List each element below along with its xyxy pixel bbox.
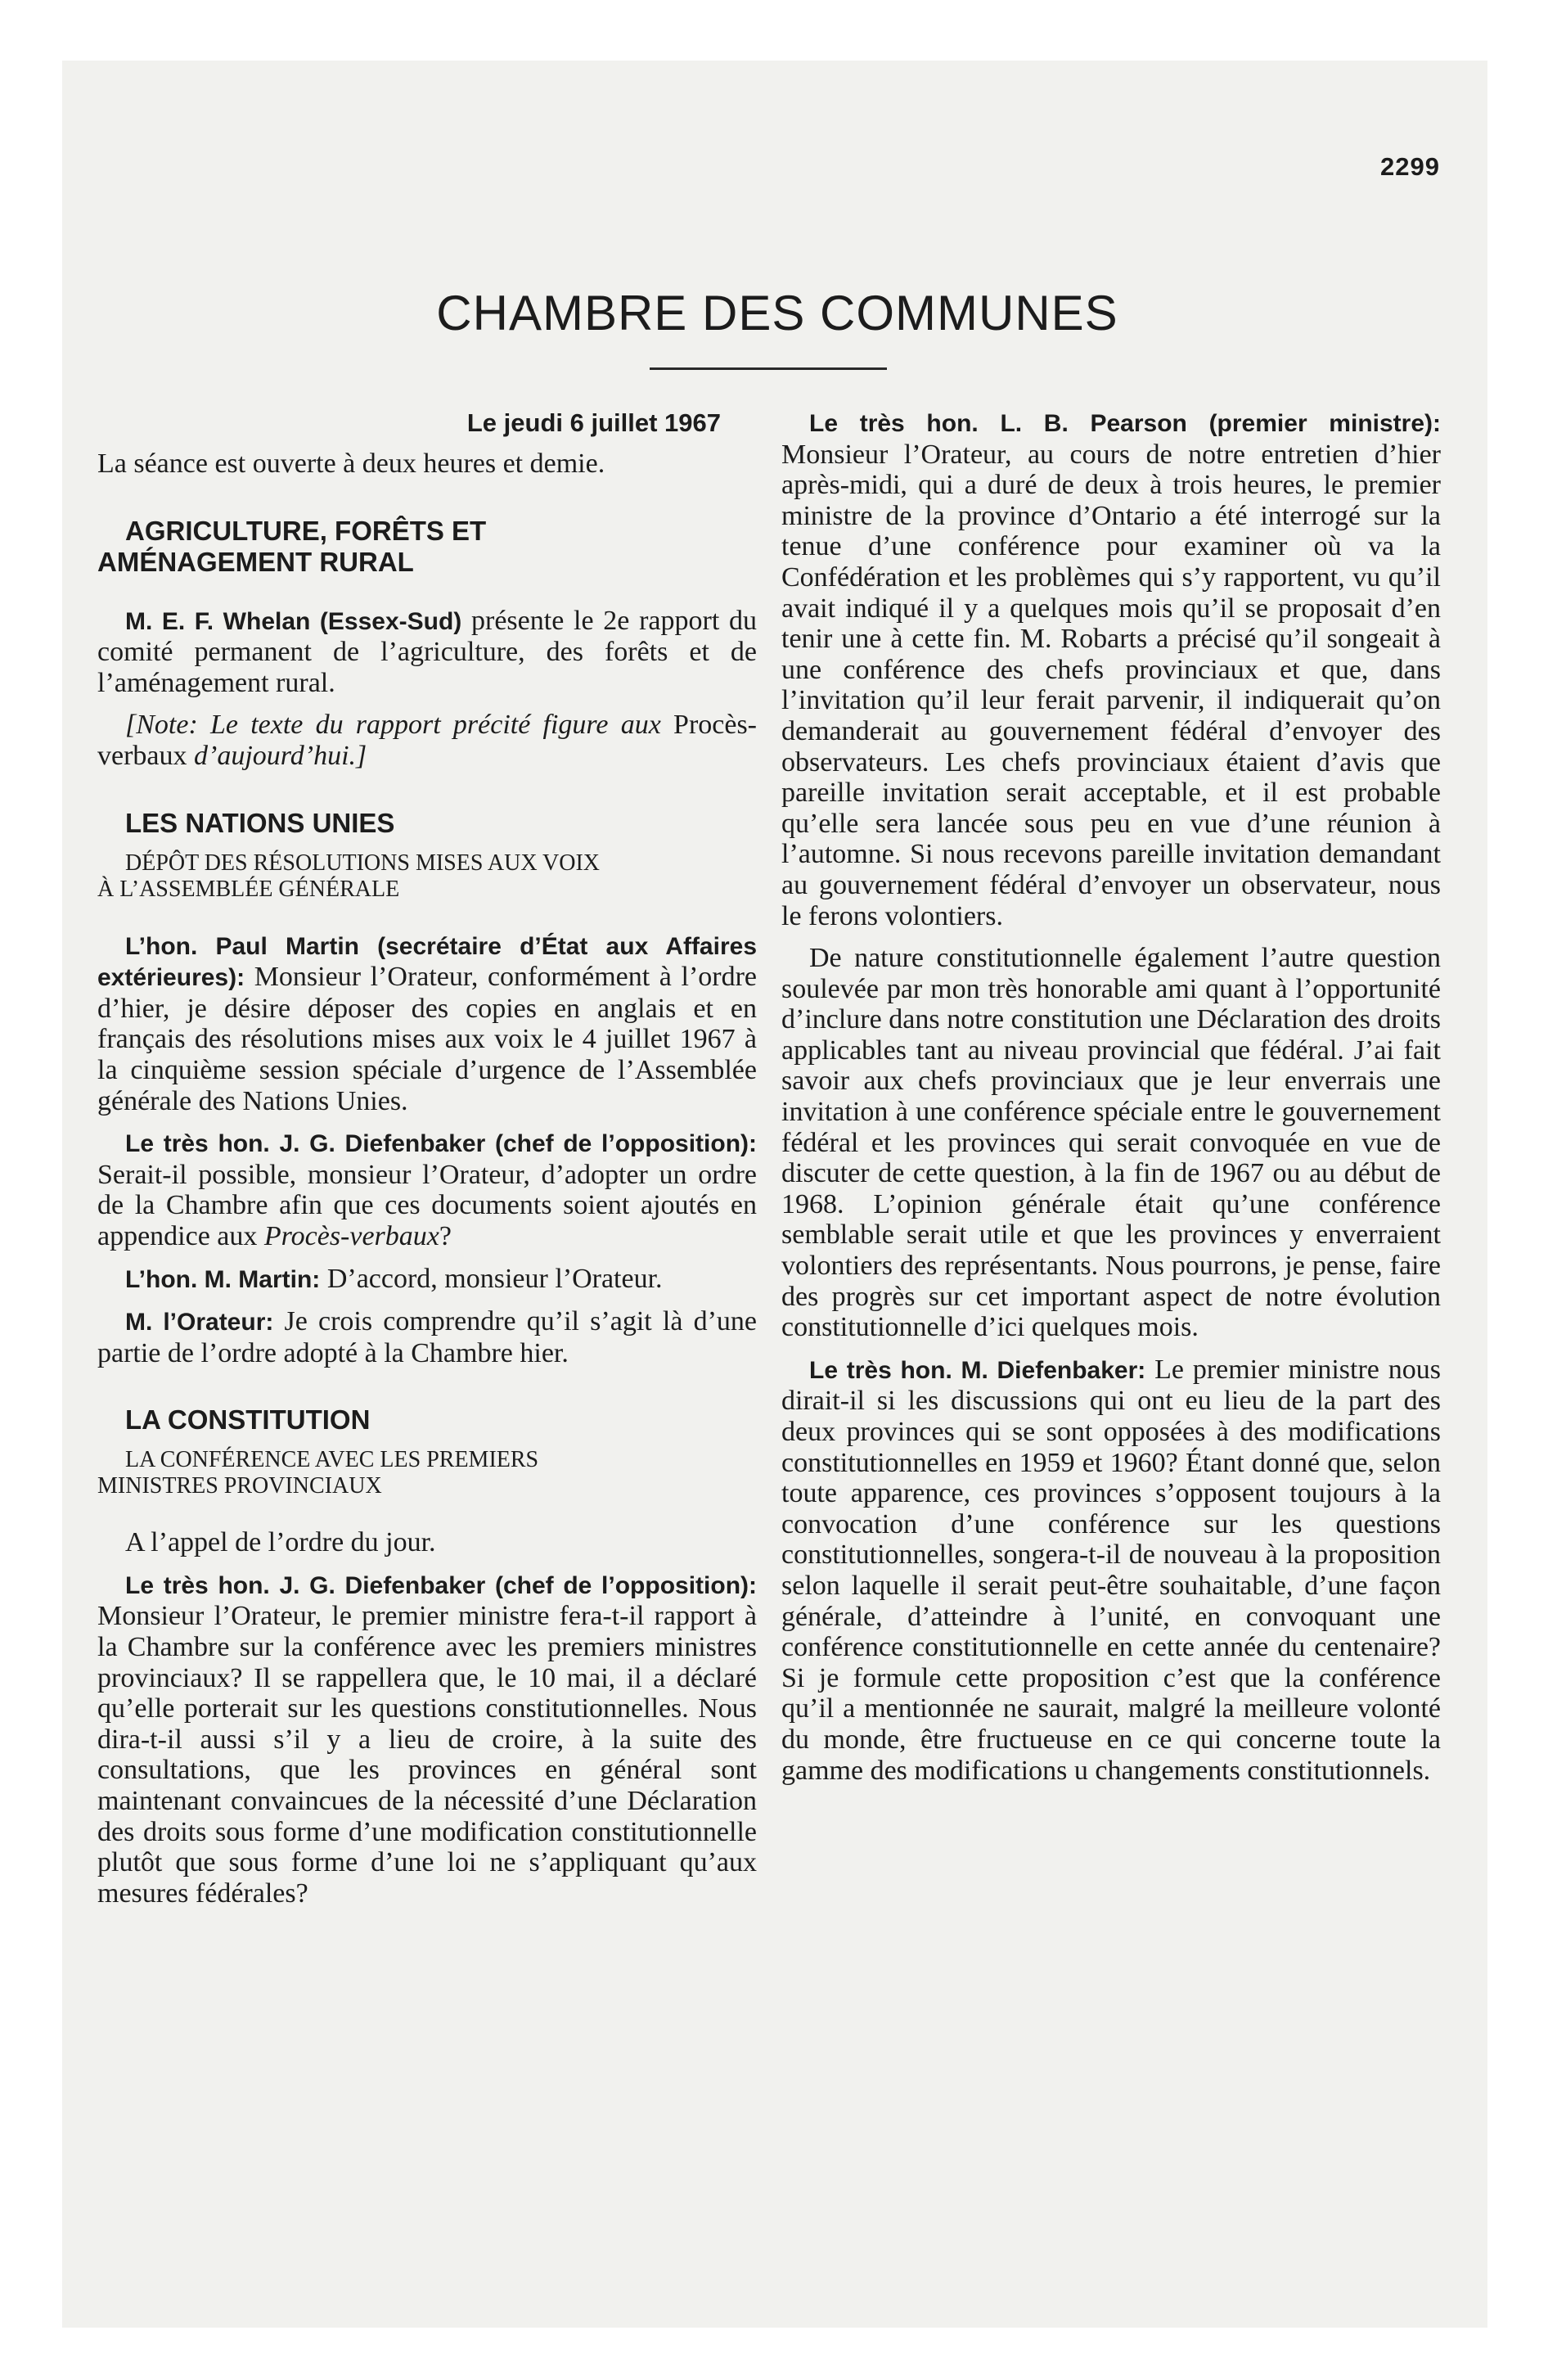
speaker-name: M. E. F. Whelan (Essex-Sud) [125,607,462,635]
title-divider [650,367,887,370]
subheading-line: LA CONFÉRENCE AVEC LES PREMIERS [125,1447,539,1473]
note-roman: Procès-verbaux [97,710,757,771]
speech-text: D’accord, monsieur l’Orateur. [320,1263,663,1294]
sitting-date: Le jeudi 6 juillet 1967 [466,408,721,437]
speech-text: Monsieur l’Orateur, le premier ministre fera-t-il rapport à la Chambre sur la conférence avec les premiers ministres provinciaux? Il se rappellera que, le 10 mai, il a déclaré qu’elle porterait sur les questions constitutionnelles. Nous dira-t-il aussi s’il y a lieu de croire, à la suite des consultations, que les provinces en général sont maintenant convaincues de la nécessité d’une Déclaration des droits sous forme d’une modification constitutionnelle plutôt que sous forme d’une loi ne s’appliquant qu’aux mesures fédérales? [97,1601,757,1909]
pearson-continuation-paragraph: De nature constitutionnelle également l’autre question soulevée par mon très honorable ami quant à l’opportunité d’inclure dans notre constitution une Déclaration des droits applicables tant au niveau provincial que fédéral. J’ai fait savoir aux chefs provinciaux que je leur enverrais une invitation à une conférence spéciale entre le gouvernement fédéral et les provinces qui serait convoquée en vue de discuter de cette question, à la fin de 1967 ou au début de 1968. L’opinion générale était qu’une conférence semblable serait utile et que les provinces y enverraient volontiers des représentants. Nous pourrons, je pense, faire des progrès sur cet important aspect de notre évolution constitutionnelle d’ici quelques mois. [781,943,1441,1343]
subheading-line: MINISTRES PROVINCIAUX [97,1473,382,1499]
diefenbaker-followup-paragraph [781,1355,1441,1786]
speech-text: Je crois comprendre qu’il s’agit là d’une partie de l’ordre adopté à la Chambre hier. [97,1306,757,1368]
speech-text: Monsieur l’Orateur, conformément à l’ordre d’hier, je désire déposer des copies en anglais et en français des résolutions mises aux voix le 4 juillet 1967 à la cinquième session spéciale d’urgence de l’Assemblée générale des Nations Unies. [97,962,757,1116]
speaker-name: Le très hon. J. G. Diefenbaker (chef de l’opposition): [125,1571,757,1599]
speaker-name: Le très hon. L. B. Pearson (premier ministre): [809,410,1441,437]
diefenbaker-question-paragraph [97,1570,757,1909]
diefenbaker-paragraph [97,1128,757,1251]
speaker-name: Le très hon. M. Diefenbaker: [809,1356,1146,1384]
speaker-name: M. l’Orateur: [125,1309,274,1336]
left-column [97,408,757,1909]
subheading-line: À L’ASSEMBLÉE GÉNÉRALE [97,876,400,902]
note-italic: d’aujourd’hui.] [194,740,367,771]
speech-text: Le premier ministre nous dirait-il si les discussions qui ont eu lieu de la part des deux provinces qui se sont opposées à des modifications constitutionnelles en 1959 et 1960? Étant donné que, selon toute apparence, ces provinces s’opposent toujours à la convocation d’une conférence sur les questions constitutionnelles, songera-t-il de nouveau à la proposition selon laquelle il serait peut-être souhaitable, d’une façon générale, d’atteindre à l’unité, en convoquant une conférence constitutionnelle en cette année du centenaire? Si je formule cette proposition c’est que la conférence qu’il a mentionnée ne saurait, malgré la meilleure volonté du monde, être fructueuse en ce qui concerne toute la gamme des modifications u changements constitutionnels. [781,1354,1441,1786]
note-italic: [Note: Le texte du rapport précité figure aux [125,710,661,741]
subheading-line: DÉPÔT DES RÉSOLUTIONS MISES AUX VOIX [125,850,601,876]
speaker-name: Le très hon. J. G. Diefenbaker (chef de l’opposition): [125,1130,757,1158]
pearson-paragraph [781,408,1441,931]
speech-text: ? [439,1220,452,1251]
speech-text: Monsieur l’Orateur, au cours de notre entretien d’hier après-midi, qui a duré de deux à trois heures, le premier ministre de la province d’Ontario a été interrogé sur la tenue d’une conférence pour examiner où va la Confédération et les problèmes qui s’y rapportent, vu qu’il avait indiqué il y a quelques mois qu’il se proposait d’en tenir une à cette fin. M. Robarts a précisé qu’il songeait à une conférence des chefs provinciaux et que, dans l’invitation qu’il leur ferait parvenir, il indiquerait qu’on demanderait au gouvernement fédéral d’envoyer des observateurs. Les chefs provinciaux étaient d’avis que pareille invitation serait acceptable, et il est probable qu’elle sera lancée sous peu en vue d’une réunion à l’automne. Si nous recevons pareille invitation demandant au gouvernement fédéral d’envoyer un observateur, nous le ferons volontiers. [781,439,1441,931]
heading-line: AMÉNAGEMENT RURAL [97,546,414,577]
subheading-conference [97,1447,757,1499]
page-title: CHAMBRE DES COMMUNES [436,286,1118,340]
heading-line: AGRICULTURE, FORÊTS ET [125,515,487,546]
speech-text: Serait-il possible, monsieur l’Orateur, d’adopter un ordre de la Chambre afin que ces documents soient ajoutés en appendice aux [97,1159,757,1251]
whelan-paragraph [97,606,757,699]
speaker-name: L’hon. Paul Martin (secrétaire d’État aux Affaires extérieures): [97,932,757,992]
section-heading-nations-unies: LES NATIONS UNIES [125,807,395,838]
speech-text: présente le 2e rapport du comité permanent de l’agriculture, des forêts et de l’aménagement rural. [97,605,757,698]
speaker-name: L’hon. M. Martin: [125,1265,321,1293]
speech-italic: Procès-verbaux [263,1220,439,1251]
opening-paragraph: La séance est ouverte à deux heures et demie. [97,449,605,479]
subheading-resolutions [97,850,757,903]
martin-paragraph [97,931,757,1117]
orateur-paragraph [97,1306,757,1368]
section-heading-agriculture [97,516,757,578]
ordre-du-jour-paragraph: A l’appel de l’ordre du jour. [125,1527,436,1558]
page-number: 2299 [1380,152,1440,181]
right-column [781,408,1441,1786]
martin-reply-paragraph [97,1264,757,1296]
section-heading-constitution: LA CONSTITUTION [125,1404,371,1436]
editorial-note [97,710,757,771]
